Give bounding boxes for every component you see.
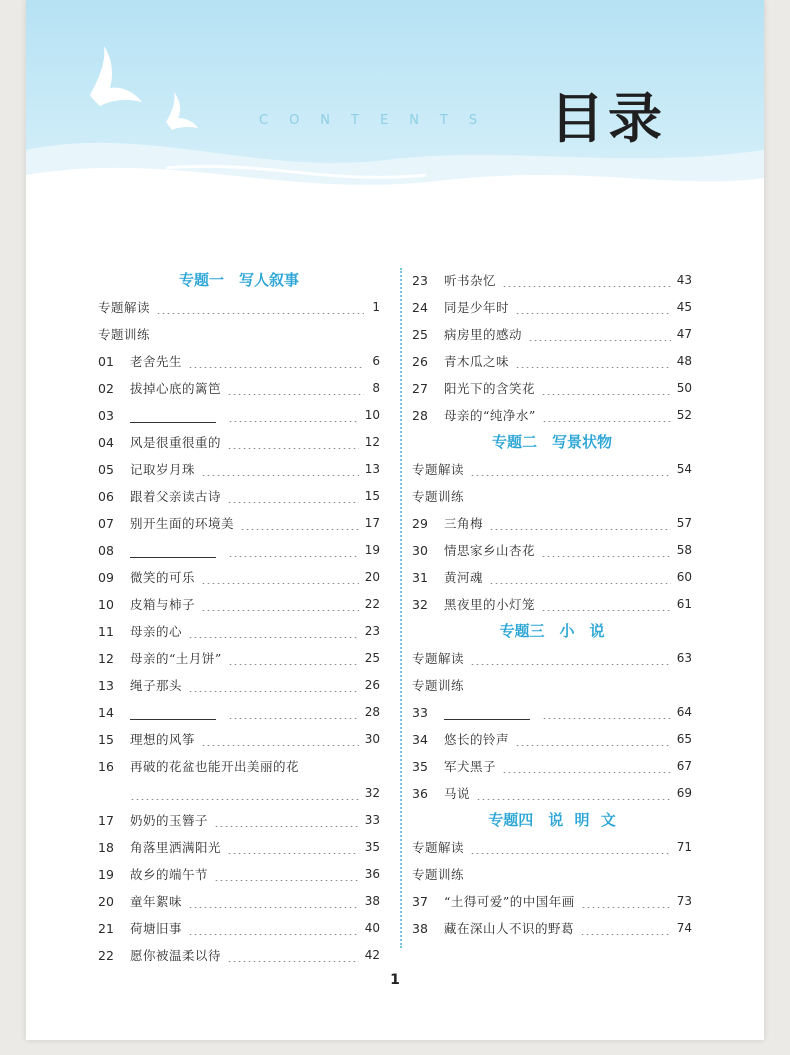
entry-title: 母亲的“土月饼”	[130, 651, 222, 666]
toc-entry[interactable]	[98, 402, 380, 429]
toc-entry[interactable]	[412, 699, 692, 726]
toc-entry[interactable]	[98, 429, 380, 456]
entry-title: 病房里的感动	[444, 327, 523, 342]
entry-page: 69	[676, 786, 692, 800]
entry-title: 奶奶的玉簪子	[130, 813, 209, 828]
entry-title: 故乡的端午节	[130, 867, 209, 882]
toc-training-label	[412, 483, 692, 510]
entry-number: 09	[98, 570, 114, 585]
entry-page: 45	[676, 300, 692, 314]
dot-leader	[502, 761, 671, 773]
entry-number: 05	[98, 462, 114, 477]
entry-title: 跟着父亲读古诗	[130, 489, 222, 504]
entry-title: 同是少年时	[444, 300, 510, 315]
toc-entry[interactable]	[98, 375, 380, 402]
entry-page: 48	[676, 354, 692, 368]
toc-entry[interactable]	[98, 942, 380, 969]
dot-leader	[515, 734, 671, 746]
toc-entry[interactable]	[412, 591, 692, 618]
entry-title: 皮箱与柿子	[130, 597, 196, 612]
entry-number: 35	[412, 759, 428, 774]
entry-title: 藏在深山人不识的野葛	[444, 921, 575, 936]
entry-title: 理想的风筝	[130, 732, 196, 747]
entry-title: 三角梅	[444, 516, 484, 531]
toc-entry[interactable]	[412, 753, 692, 780]
toc-entry[interactable]	[98, 915, 380, 942]
entry-page: 12	[364, 435, 380, 449]
entry-title: 黄河魂	[444, 570, 484, 585]
section-title: 专题四 说 明 文	[488, 811, 616, 829]
entry-page: 73	[676, 894, 692, 908]
toc-entry[interactable]	[98, 807, 380, 834]
toc-entry[interactable]	[98, 591, 380, 618]
dot-leader	[541, 545, 671, 557]
entry-number: 12	[98, 651, 114, 666]
entry-number: 33	[412, 705, 428, 720]
dot-leader	[476, 788, 671, 800]
dot-leader	[541, 383, 671, 395]
entry-page: 50	[676, 381, 692, 395]
toc-entry[interactable]	[98, 726, 380, 753]
blank-title-line	[444, 706, 530, 720]
entry-number: 20	[98, 894, 114, 909]
dot-leader	[188, 356, 364, 368]
dot-leader	[580, 923, 671, 935]
entry-page: 25	[364, 651, 380, 665]
entry-title: 专题解读	[412, 462, 465, 477]
entry-page: 47	[676, 327, 692, 341]
entry-page: 13	[364, 462, 380, 476]
toc-entry[interactable]	[412, 267, 692, 294]
dot-leader	[515, 302, 671, 314]
dot-leader	[201, 599, 359, 611]
dot-leader	[541, 599, 671, 611]
dot-leader	[542, 410, 671, 422]
section-title: 专题三 小 说	[499, 622, 605, 640]
entry-number: 38	[412, 921, 428, 936]
dot-leader	[502, 275, 671, 287]
dot-leader	[228, 707, 359, 719]
dot-leader	[515, 356, 671, 368]
entry-page: 65	[676, 732, 692, 746]
entry-page: 26	[364, 678, 380, 692]
entry-page: 43	[676, 273, 692, 287]
toc-entry[interactable]	[412, 321, 692, 348]
dot-leader	[581, 896, 671, 908]
entry-title: 黑夜里的小灯笼	[444, 597, 536, 612]
entry-page: 10	[364, 408, 380, 422]
toc-training-label	[98, 321, 380, 348]
entry-title: 老舍先生	[130, 354, 183, 369]
entry-number: 15	[98, 732, 114, 747]
blank-title-line	[130, 706, 216, 720]
entry-page: 61	[676, 597, 692, 611]
entry-number: 21	[98, 921, 114, 936]
dot-leader	[470, 464, 671, 476]
training-label: 专题训练	[412, 678, 465, 693]
toc-entry[interactable]	[98, 564, 380, 591]
entry-title: 角落里洒满阳光	[130, 840, 222, 855]
toc-entry-continued	[98, 780, 380, 807]
toc-entry[interactable]	[98, 510, 380, 537]
entry-number: 26	[412, 354, 428, 369]
dot-leader	[188, 923, 359, 935]
entry-number: 24	[412, 300, 428, 315]
dot-leader	[188, 626, 359, 638]
toc-entry[interactable]	[98, 861, 380, 888]
entry-number: 03	[98, 408, 114, 423]
blank-title-line	[130, 544, 216, 558]
toc-entry[interactable]	[412, 780, 692, 807]
entry-number: 17	[98, 813, 114, 828]
toc-intro-row[interactable]	[98, 294, 380, 321]
entry-title: 专题解读	[98, 300, 151, 315]
toc-entry[interactable]	[412, 348, 692, 375]
toc-intro-row[interactable]	[412, 645, 692, 672]
entry-title: 童年絮味	[130, 894, 183, 909]
entry-title: 阳光下的含笑花	[444, 381, 536, 396]
section-title: 专题一 写人叙事	[178, 271, 299, 289]
dot-leader	[470, 842, 671, 854]
dot-leader	[228, 653, 359, 665]
dot-leader	[201, 572, 359, 584]
dot-leader	[489, 572, 671, 584]
entry-page: 28	[364, 705, 380, 719]
toc-entry[interactable]	[98, 834, 380, 861]
entry-number: 14	[98, 705, 114, 720]
toc-entry[interactable]	[412, 402, 692, 429]
toc-intro-row[interactable]	[412, 834, 692, 861]
toc-right-column	[412, 267, 692, 942]
entry-page: 8	[372, 381, 380, 395]
dot-leader	[227, 950, 359, 962]
training-label: 专题训练	[412, 489, 465, 504]
entry-number: 29	[412, 516, 428, 531]
toc-training-label	[412, 672, 692, 699]
entry-title: 母亲的心	[130, 624, 183, 639]
toc-entry[interactable]	[98, 672, 380, 699]
dot-leader	[188, 680, 359, 692]
entry-number: 08	[98, 543, 114, 558]
entry-number: 27	[412, 381, 428, 396]
entry-page: 71	[676, 840, 692, 854]
toc-left-column	[98, 267, 380, 969]
entry-title: 别开生面的环境美	[130, 516, 235, 531]
entry-title: “土得可爱”的中国年画	[444, 894, 575, 909]
dot-leader	[542, 707, 671, 719]
dot-leader	[228, 410, 359, 422]
entry-page: 38	[364, 894, 380, 908]
toc-entry[interactable]	[412, 726, 692, 753]
toc-entry[interactable]	[98, 537, 380, 564]
entry-number: 13	[98, 678, 114, 693]
toc-entry[interactable]	[412, 537, 692, 564]
toc-entry[interactable]	[98, 699, 380, 726]
entry-number: 37	[412, 894, 428, 909]
dot-leader	[227, 842, 359, 854]
entry-number: 23	[412, 273, 428, 288]
toc-entry[interactable]	[98, 618, 380, 645]
entry-title: 绳子那头	[130, 678, 183, 693]
column-divider	[400, 268, 402, 948]
entry-page: 52	[676, 408, 692, 422]
entry-page: 42	[364, 948, 380, 962]
toc-intro-row[interactable]	[412, 456, 692, 483]
toc-entry[interactable]	[412, 564, 692, 591]
entry-page: 35	[364, 840, 380, 854]
entry-title: 荷塘旧事	[130, 921, 183, 936]
entry-page: 15	[364, 489, 380, 503]
entry-number: 16	[98, 759, 114, 774]
entry-number: 10	[98, 597, 114, 612]
dot-leader	[240, 518, 359, 530]
entry-title: 专题解读	[412, 840, 465, 855]
toc-training-label	[412, 861, 692, 888]
entry-page: 6	[372, 354, 380, 368]
entry-page: 36	[364, 867, 380, 881]
dot-leader	[188, 896, 359, 908]
toc-entry[interactable]	[98, 753, 380, 780]
dot-leader	[227, 491, 359, 503]
entry-number: 34	[412, 732, 428, 747]
toc-entry[interactable]	[412, 888, 692, 915]
toc-entry[interactable]	[98, 483, 380, 510]
entry-page: 54	[676, 462, 692, 476]
entry-number: 11	[98, 624, 114, 639]
entry-page: 1	[372, 300, 380, 314]
entry-page: 22	[364, 597, 380, 611]
toc-entry[interactable]	[412, 510, 692, 537]
dot-leader	[227, 437, 359, 449]
entry-number: 07	[98, 516, 114, 531]
entry-number: 18	[98, 840, 114, 855]
dot-leader	[470, 653, 671, 665]
entry-title: 青木瓜之味	[444, 354, 510, 369]
contents-heading-en: CONTENTS	[259, 113, 499, 128]
entry-page: 63	[676, 651, 692, 665]
entry-page: 20	[364, 570, 380, 584]
entry-page: 17	[364, 516, 380, 530]
training-label: 专题训练	[98, 327, 151, 342]
entry-page: 64	[676, 705, 692, 719]
dot-leader	[130, 788, 359, 800]
toc-entry[interactable]	[412, 375, 692, 402]
entry-title: 风是很重很重的	[130, 435, 222, 450]
page-number: 1	[390, 972, 400, 988]
entry-page: 30	[364, 732, 380, 746]
entry-number: 01	[98, 354, 114, 369]
dot-leader	[528, 329, 671, 341]
dot-leader	[227, 383, 364, 395]
entry-title: 专题解读	[412, 651, 465, 666]
entry-page: 58	[676, 543, 692, 557]
entry-number: 32	[412, 597, 428, 612]
entry-page: 19	[364, 543, 380, 557]
entry-title: 微笑的可乐	[130, 570, 196, 585]
entry-number: 25	[412, 327, 428, 342]
entry-number: 22	[98, 948, 114, 963]
entry-title: 情思家乡山杏花	[444, 543, 536, 558]
toc-entry[interactable]	[98, 888, 380, 915]
toc-entry[interactable]	[412, 915, 692, 942]
entry-title: 愿你被温柔以待	[130, 948, 222, 963]
training-label: 专题训练	[412, 867, 465, 882]
entry-title: 拔掉心底的篱笆	[130, 381, 222, 396]
dot-leader	[214, 869, 359, 881]
entry-number: 19	[98, 867, 114, 882]
section-title: 专题二 写景状物	[491, 433, 612, 451]
toc-entry[interactable]	[98, 645, 380, 672]
entry-number: 36	[412, 786, 428, 801]
entry-page: 57	[676, 516, 692, 530]
dot-leader	[201, 464, 359, 476]
entry-number: 28	[412, 408, 428, 423]
dot-leader	[489, 518, 671, 530]
entry-page: 23	[364, 624, 380, 638]
entry-number: 02	[98, 381, 114, 396]
blank-title-line	[130, 409, 216, 423]
entry-number: 04	[98, 435, 114, 450]
entry-number: 30	[412, 543, 428, 558]
entry-number: 06	[98, 489, 114, 504]
entry-number: 31	[412, 570, 428, 585]
toc-entry[interactable]	[98, 348, 380, 375]
entry-title: 听书杂忆	[444, 273, 497, 288]
entry-page: 32	[364, 786, 380, 800]
entry-title: 马说	[444, 786, 471, 801]
toc-entry[interactable]	[98, 456, 380, 483]
entry-title: 再破的花盆也能开出美丽的花	[130, 759, 300, 774]
dot-leader	[228, 545, 359, 557]
page-title: 目录	[550, 87, 666, 150]
dot-leader	[201, 734, 359, 746]
dot-leader	[214, 815, 359, 827]
toc-page	[26, 0, 764, 1040]
entry-title: 母亲的“纯净水”	[444, 408, 536, 423]
entry-page: 40	[364, 921, 380, 935]
entry-title: 军犬黑子	[444, 759, 497, 774]
entry-page: 74	[676, 921, 692, 935]
entry-page: 60	[676, 570, 692, 584]
entry-title: 记取岁月珠	[130, 462, 196, 477]
entry-page: 67	[676, 759, 692, 773]
entry-page: 33	[364, 813, 380, 827]
entry-title: 悠长的铃声	[444, 732, 510, 747]
dot-leader	[156, 302, 364, 314]
toc-entry[interactable]	[412, 294, 692, 321]
